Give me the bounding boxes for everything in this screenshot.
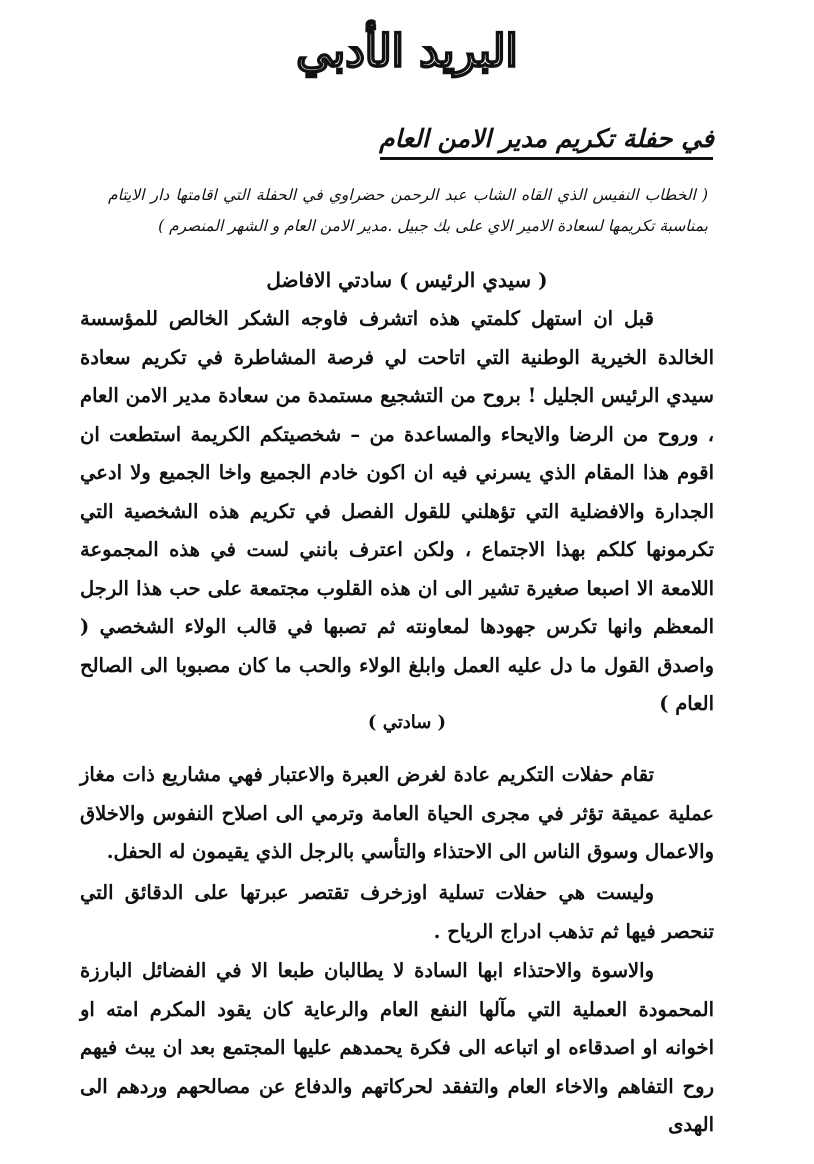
paragraph-2 xyxy=(80,756,714,872)
article-headline: في حفلة تكريم مدير الامن العام xyxy=(379,124,714,153)
headline-underline xyxy=(380,157,713,160)
masthead-logo: البريد الأدبي xyxy=(296,26,518,77)
sub-salutation: ( سادتي ) xyxy=(367,712,447,733)
masthead xyxy=(0,26,814,77)
paragraph-3-text: وليست هي حفلات تسلية اوزخرف تقتصر عبرتها على الدقائق التي تنحصر فيها ثم تذهب ادراج الرياح . xyxy=(80,881,714,943)
salutation: ( سيدي الرئيس ) سادتي الافاضل xyxy=(266,268,548,292)
article-intro-note: ( الخطاب النفيس الذي القاه الشاب عبد الرحمن حضراوي في الحفلة التي اقامتها دار الايتام بمناسبة تكريمها لسعادة الامير الاي على بك جبيل .مدير الامن العام و الشهر المنصرم ) xyxy=(108,186,708,235)
paragraph-2-text: تقام حفلات التكريم عادة لغرض العبرة والاعتبار فهي مشاريع ذات مغاز عملية عميقة تؤثر في مجرى الحياة العامة وترمي الى اصلاح النفوس والاخلاق والاعمال وسوق الناس الى الاحتذاء والتأسي بالرجل الذي يقيمون له الحفل. xyxy=(80,763,714,863)
paragraph-4 xyxy=(80,952,714,1145)
paragraph-3 xyxy=(80,874,714,951)
paragraph-1 xyxy=(80,300,714,724)
paragraph-1-text: قبل ان استهل كلمتي هذه اتشرف فاوجه الشكر الخالص للمؤسسة الخالدة الخيرية الوطنية التي اتاحت لي فرصة المشاطرة في تكريم سعادة سيدي الرئيس الجليل ! بروح من التشجيع مستمدة من سعادة مدير الامن العام ، وروح من الرضا والايحاء والمساعدة من – شخصيتكم الكريمة استطعت ان اقوم هذا المقام الذي يسرني فيه ان اكون خادم الجميع واخا الجميع ولا ادعي الجدارة والافضلية التي تؤهلني للقول الفصل في تكريم هذه الشخصية التي تكرمونها كلكم بهذا الاجتماع ، ولكن اعترف بانني لست في هذه المجموعة اللامعة الا اصبعا صغيرة تشير الى ان هذه القلوب مجتمعة على حب هذا الرجل المعظم وانها تكرس جهودها لمعاونته ثم تصبها في قالب الولاء الشخصي ( واصدق القول ما دل عليه العمل وابلغ الولاء والحب ما كان مصبوبا الى الصالح العام ) xyxy=(80,307,714,715)
paragraph-4-text: والاسوة والاحتذاء ابها السادة لا يطالبان طبعا الا في الفضائل البارزة المحمودة العملية التي مآلها النفع العام والرعاية كان يقود المكرم امته او اخوانه او اصدقاءه او اتباعه الى فكرة يحمدهم عليها المجتمع بعد ان يبث فيهم روح التفاهم والاخاء العام والتفقد لحركاتهم والدفاع عن مصالحهم وردهم الى الهدى xyxy=(80,959,714,1136)
